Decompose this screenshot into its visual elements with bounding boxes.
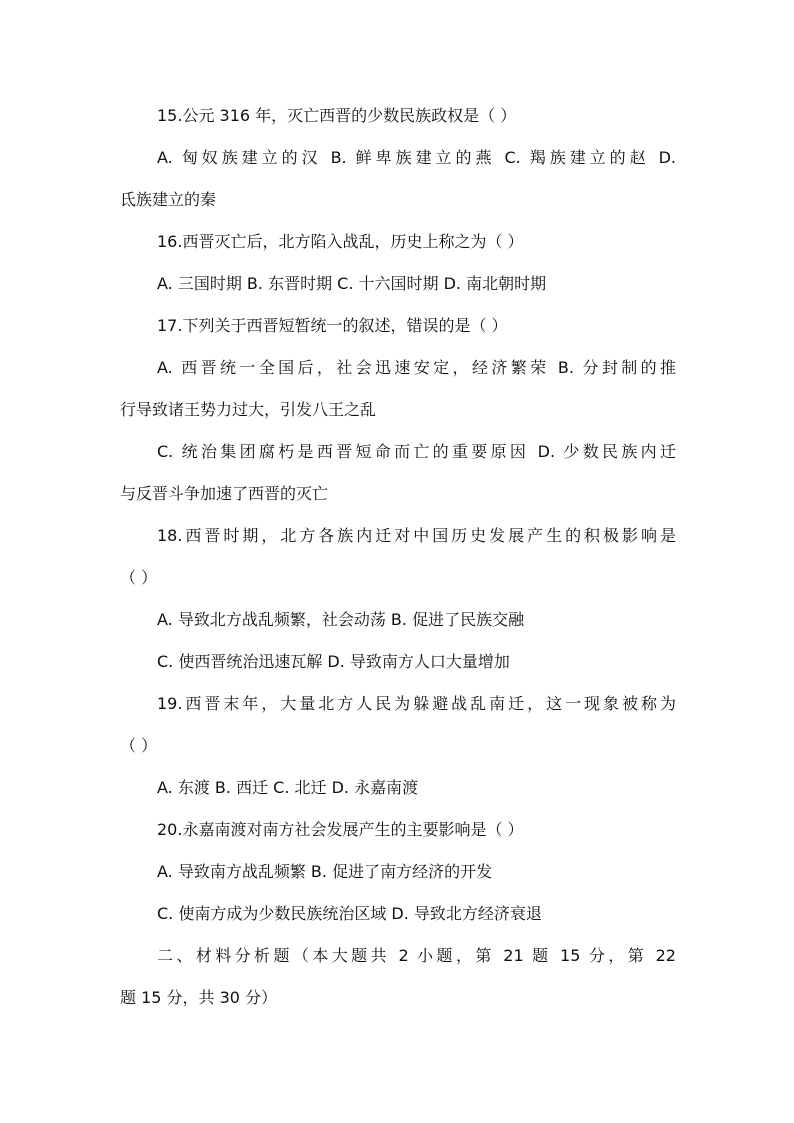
question-18-stem-line-1: 18.西晋时期，北方各族内迁对中国历史发展产生的积极影响是: [157, 526, 676, 545]
question-20-stem: 20.永嘉南渡对南方社会发展产生的主要影响是（ ）: [157, 820, 524, 839]
question-17-stem: 17.下列关于西晋短暂统一的叙述，错误的是（ ）: [157, 316, 508, 335]
question-15-options-line-2: 氐族建立的秦: [120, 190, 217, 209]
question-19-stem-line-1: 19.西晋末年，大量北方人民为躲避战乱南迁，这一现象被称为: [157, 694, 676, 713]
question-17-options-line-2: 行导致诸王势力过大，引发八王之乱: [120, 400, 377, 419]
question-17-options-line-1: A. 西晋统一全国后，社会迅速安定，经济繁荣 B. 分封制的推: [157, 358, 676, 377]
question-20-options-line-2: C. 使南方成为少数民族统治区域 D. 导致北方经济衰退: [157, 904, 542, 923]
question-15-stem: 15.公元 316 年，灭亡西晋的少数民族政权是（ ）: [157, 106, 517, 125]
question-19-options: A. 东渡 B. 西迁 C. 北迁 D. 永嘉南渡: [157, 778, 419, 797]
question-18-options-line-1: A. 导致北方战乱频繁，社会动荡 B. 促进了民族交融: [157, 610, 525, 629]
question-17-options-line-4: 与反晋斗争加速了西晋的灭亡: [120, 484, 329, 503]
question-20-options-line-1: A. 导致南方战乱频繁 B. 促进了南方经济的开发: [157, 862, 493, 881]
question-19-stem-line-2: （ ）: [120, 736, 158, 755]
question-15-options-line-1: A. 匈奴族建立的汉 B. 鲜卑族建立的燕 C. 羯族建立的赵 D.: [157, 148, 676, 167]
question-18-options-line-2: C. 使西晋统治迅速瓦解 D. 导致南方人口大量增加: [157, 652, 510, 671]
section-two-heading-line-2: 题 15 分，共 30 分）: [120, 988, 278, 1007]
section-two-heading-line-1: 二、材料分析题（本大题共 2 小题，第 21 题 15 分，第 22: [157, 946, 676, 965]
question-16-options: A. 三国时期 B. 东晋时期 C. 十六国时期 D. 南北朝时期: [157, 274, 547, 293]
question-18-stem-line-2: （ ）: [120, 568, 158, 587]
question-17-options-line-3: C. 统治集团腐朽是西晋短命而亡的重要原因 D. 少数民族内迁: [157, 442, 676, 461]
question-16-stem: 16.西晋灭亡后，北方陷入战乱，历史上称之为（ ）: [157, 232, 524, 251]
